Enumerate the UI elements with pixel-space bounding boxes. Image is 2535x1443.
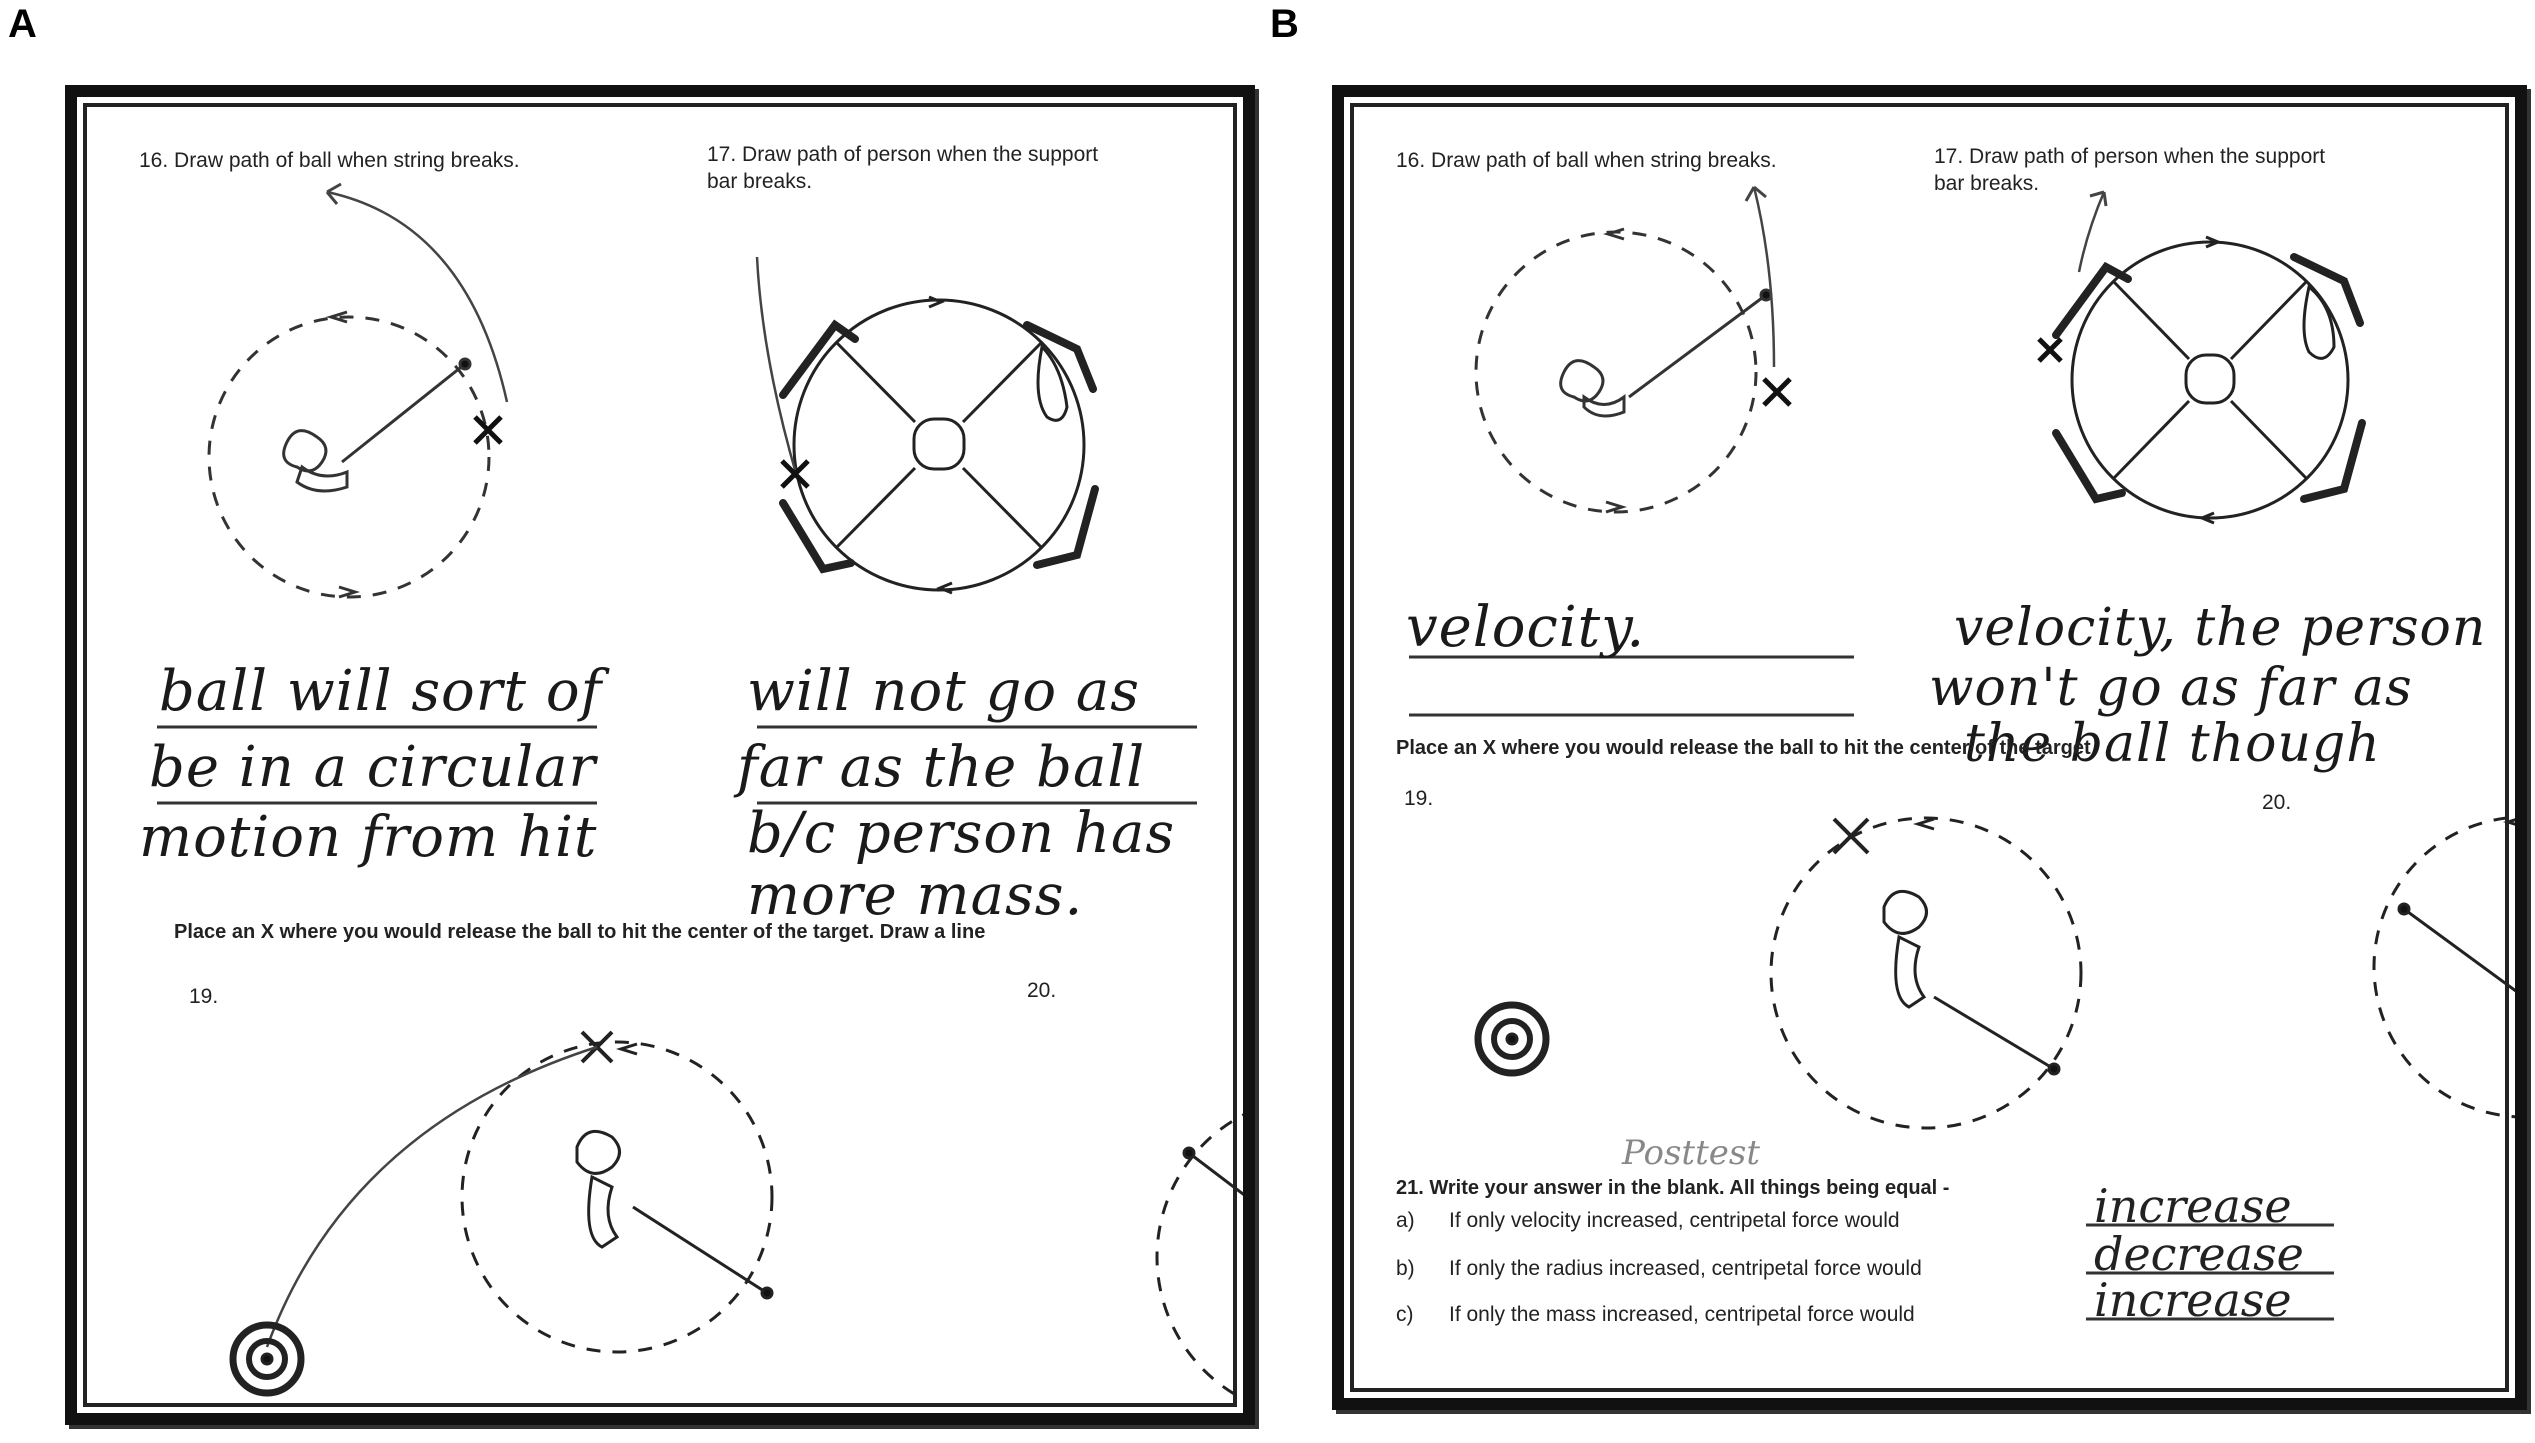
q17-diagram-b bbox=[2039, 192, 2362, 523]
q17-prompt-b-line1: 17. Draw path of person when the support bbox=[1934, 145, 2326, 168]
answer16-line1: ball will sort of bbox=[159, 659, 603, 724]
answer16-b-line1: velocity. bbox=[1406, 595, 1646, 660]
q21c-answer: increase bbox=[2094, 1273, 2292, 1327]
q21b-answer: decrease bbox=[2094, 1227, 2304, 1281]
q16-prompt: 16. Draw path of ball when string breaks. bbox=[139, 149, 520, 172]
worksheet-panel-a bbox=[65, 85, 1255, 1425]
posttest-label: Posttest bbox=[1622, 1133, 1760, 1173]
q21a-letter: a) bbox=[1396, 1209, 1415, 1232]
q21c-letter: c) bbox=[1396, 1303, 1414, 1326]
answer17-line4: more mass. bbox=[747, 863, 1084, 928]
answer17-line2: far as the ball bbox=[737, 735, 1146, 800]
q19-diagram-b bbox=[1478, 818, 2081, 1128]
answer-rules-b bbox=[1409, 657, 1854, 715]
answer16-line3: motion from hit bbox=[139, 805, 598, 870]
q17-diagram bbox=[757, 257, 1095, 593]
q21b-text: If only the radius increased, centripetal force would bbox=[1449, 1257, 1922, 1280]
q17-prompt-line2: bar breaks. bbox=[707, 170, 813, 193]
panel-label-b: B bbox=[1270, 2, 1299, 46]
answer16-line2: be in a circular bbox=[149, 735, 597, 800]
q20-diagram-partial bbox=[1157, 1097, 1255, 1417]
instruction-19: Place an X where you would release the ball to hit the center of the target. Draw a line bbox=[174, 921, 986, 943]
q17-prompt-b-line2: bar breaks. bbox=[1934, 172, 2040, 195]
q19-number-b: 19. bbox=[1404, 787, 1434, 810]
q17-prompt-line1: 17. Draw path of person when the support bbox=[707, 143, 1099, 166]
answer17-line3: b/c person has bbox=[747, 801, 1176, 866]
q16-prompt-b: 16. Draw path of ball when string breaks. bbox=[1396, 149, 1777, 172]
q21b-letter: b) bbox=[1396, 1257, 1415, 1280]
q20-number: 20. bbox=[1027, 979, 1057, 1002]
answer17-b-line3: the ball though bbox=[1964, 714, 2381, 774]
q16-diagram bbox=[209, 184, 507, 597]
q21a-text: If only velocity increased, centripetal force would bbox=[1449, 1209, 1900, 1232]
q16-diagram-b bbox=[1476, 187, 1790, 512]
q19-diagram bbox=[233, 1032, 772, 1393]
answer17-b-line1: velocity, the person bbox=[1954, 598, 2487, 658]
q20-number-b: 20. bbox=[2262, 791, 2292, 814]
panel-label-a: A bbox=[8, 2, 37, 46]
q21c-text: If only the mass increased, centripetal force would bbox=[1449, 1303, 1915, 1326]
q21-prompt: 21. Write your answer in the blank. All things being equal - bbox=[1396, 1177, 1950, 1199]
answer17-line1: will not go as bbox=[747, 659, 1141, 724]
worksheet-panel-b bbox=[1332, 85, 2527, 1410]
q20-diagram-partial-b bbox=[2374, 817, 2527, 1117]
answer17-b-line2: won't go as far as bbox=[1929, 658, 2413, 718]
instruction-19-b: Place an X where you would release the ball to hit the center of the target bbox=[1396, 737, 2091, 759]
q21a-answer: increase bbox=[2094, 1179, 2292, 1233]
q19-number: 19. bbox=[189, 985, 219, 1008]
